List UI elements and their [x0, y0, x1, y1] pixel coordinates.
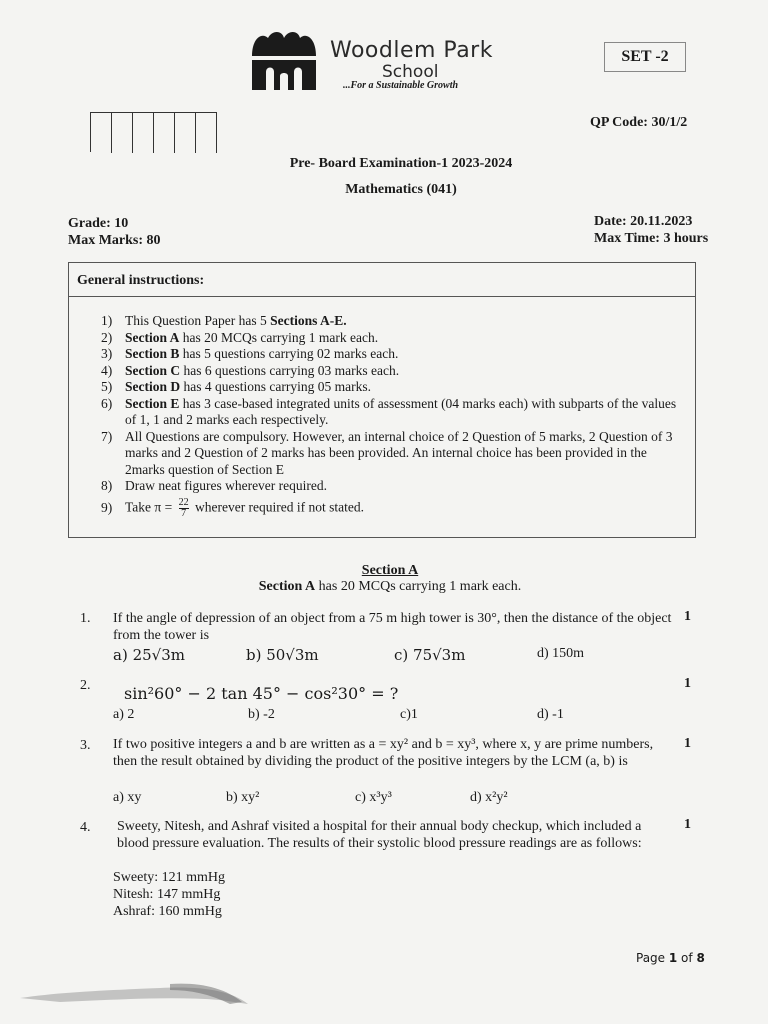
option-c: c) x³y³: [355, 790, 392, 805]
exam-title: Pre- Board Examination-1 2023-2024: [289, 156, 513, 171]
question-number: 3.: [80, 738, 91, 753]
scan-smudge: [20, 980, 250, 1010]
question-text: If two positive integers a and b are written as a = xy² and b = xy³, where x, y are prime numbers, then the result obtained by dividing the product of the positive integers by the LCM (a, b) is: [113, 737, 654, 769]
reading-line: Ashraf: 160 mmHg: [113, 904, 222, 919]
qp-code: QP Code: 30/1/2: [590, 115, 688, 130]
question-number: 4.: [80, 820, 91, 835]
instruction-item: 4) Section C has 6 questions carrying 03 marks each.: [101, 362, 400, 378]
grade: Grade: 10: [68, 216, 129, 231]
option-d: d) 150m: [537, 646, 585, 661]
instructions-heading: General instructions:: [69, 263, 695, 297]
question-marks: 1: [684, 817, 691, 832]
question-marks: 1: [684, 736, 691, 751]
question-number: 2.: [80, 678, 91, 693]
exam-date: Date: 20.11.2023: [594, 214, 693, 229]
option-a: a) xy: [113, 790, 142, 805]
school-sub: School: [382, 62, 439, 82]
option-d: d) x²y²: [470, 790, 508, 805]
reading-line: Sweety: 121 mmHg: [113, 870, 225, 885]
option-a: a) 25√3m: [113, 646, 185, 664]
reading-line: Nitesh: 147 mmHg: [113, 887, 221, 902]
option-b: b) -2: [248, 707, 275, 722]
instruction-item: 8) Draw neat figures wherever required.: [101, 478, 328, 493]
instructions-box: [68, 262, 696, 538]
instruction-item: 5) Section D has 4 questions carrying 05 marks.: [101, 379, 371, 394]
question-expression: sin²60° − 2 tan 45° − cos²30° = ?: [124, 684, 399, 703]
question-number: 1.: [80, 611, 91, 626]
instruction-item: 9) Take π = $\frac{22}{7}$ wherever required if not stated.: [101, 496, 365, 519]
school-logo: [248, 28, 320, 92]
max-time: Max Time: 3 hours: [594, 231, 709, 246]
question-text: If the angle of depression of an object from a 75 m high tower is 30°, then the distance of the object from the tower is: [113, 611, 672, 643]
section-a-title: Section A: [361, 563, 419, 578]
option-d: d) -1: [537, 707, 564, 722]
section-a-subtitle: Section A has 20 MCQs carrying 1 mark each.: [258, 579, 522, 594]
school-tagline: ...For a Sustainable Growth: [343, 80, 459, 91]
instructions-list: [101, 313, 681, 519]
question-marks: 1: [684, 609, 691, 624]
option-c: c)1: [400, 707, 418, 722]
question-marks: 1: [684, 676, 691, 691]
option-b: b) xy²: [226, 790, 260, 805]
instruction-item: 1) This Question Paper has 5 Sections A-E.: [101, 313, 347, 328]
option-c: c) 75√3m: [394, 646, 466, 664]
question-text: Sweety, Nitesh, and Ashraf visited a hospital for their annual body checkup, which included a blood pressure evaluation. The results of their systolic blood pressure readings are as follows:: [117, 819, 642, 851]
roll-number-boxes: [70, 112, 217, 154]
instruction-item: 7) All Questions are compulsory. However, an internal choice of 2 Question of 5 marks, 2 Question of 3 marks and 2 Question of 2 marks has been provided. An internal choice has been provided in the 2marks question of Section E: [101, 428, 673, 477]
max-marks: Max Marks: 80: [68, 233, 161, 248]
pi-fraction: $\frac{22}{7}$: [178, 496, 189, 519]
instruction-item: 2) Section A has 20 MCQs carrying 1 mark each.: [101, 329, 379, 345]
subject-title: Mathematics (041): [345, 182, 457, 197]
instruction-item: 3) Section B has 5 questions carrying 02 marks each.: [101, 346, 399, 361]
option-b: b) 50√3m: [246, 646, 319, 664]
school-name: Woodlem Park: [330, 38, 493, 63]
set-label: SET -2: [604, 42, 686, 72]
instruction-item: 6) Section E has 3 case-based integrated units of assessment (04 marks each) with subparts of the values of 1, 1 and 2 marks each respectively.: [101, 395, 677, 427]
page-number: Page 1 of 8: [636, 951, 705, 965]
option-a: a) 2: [113, 707, 135, 722]
